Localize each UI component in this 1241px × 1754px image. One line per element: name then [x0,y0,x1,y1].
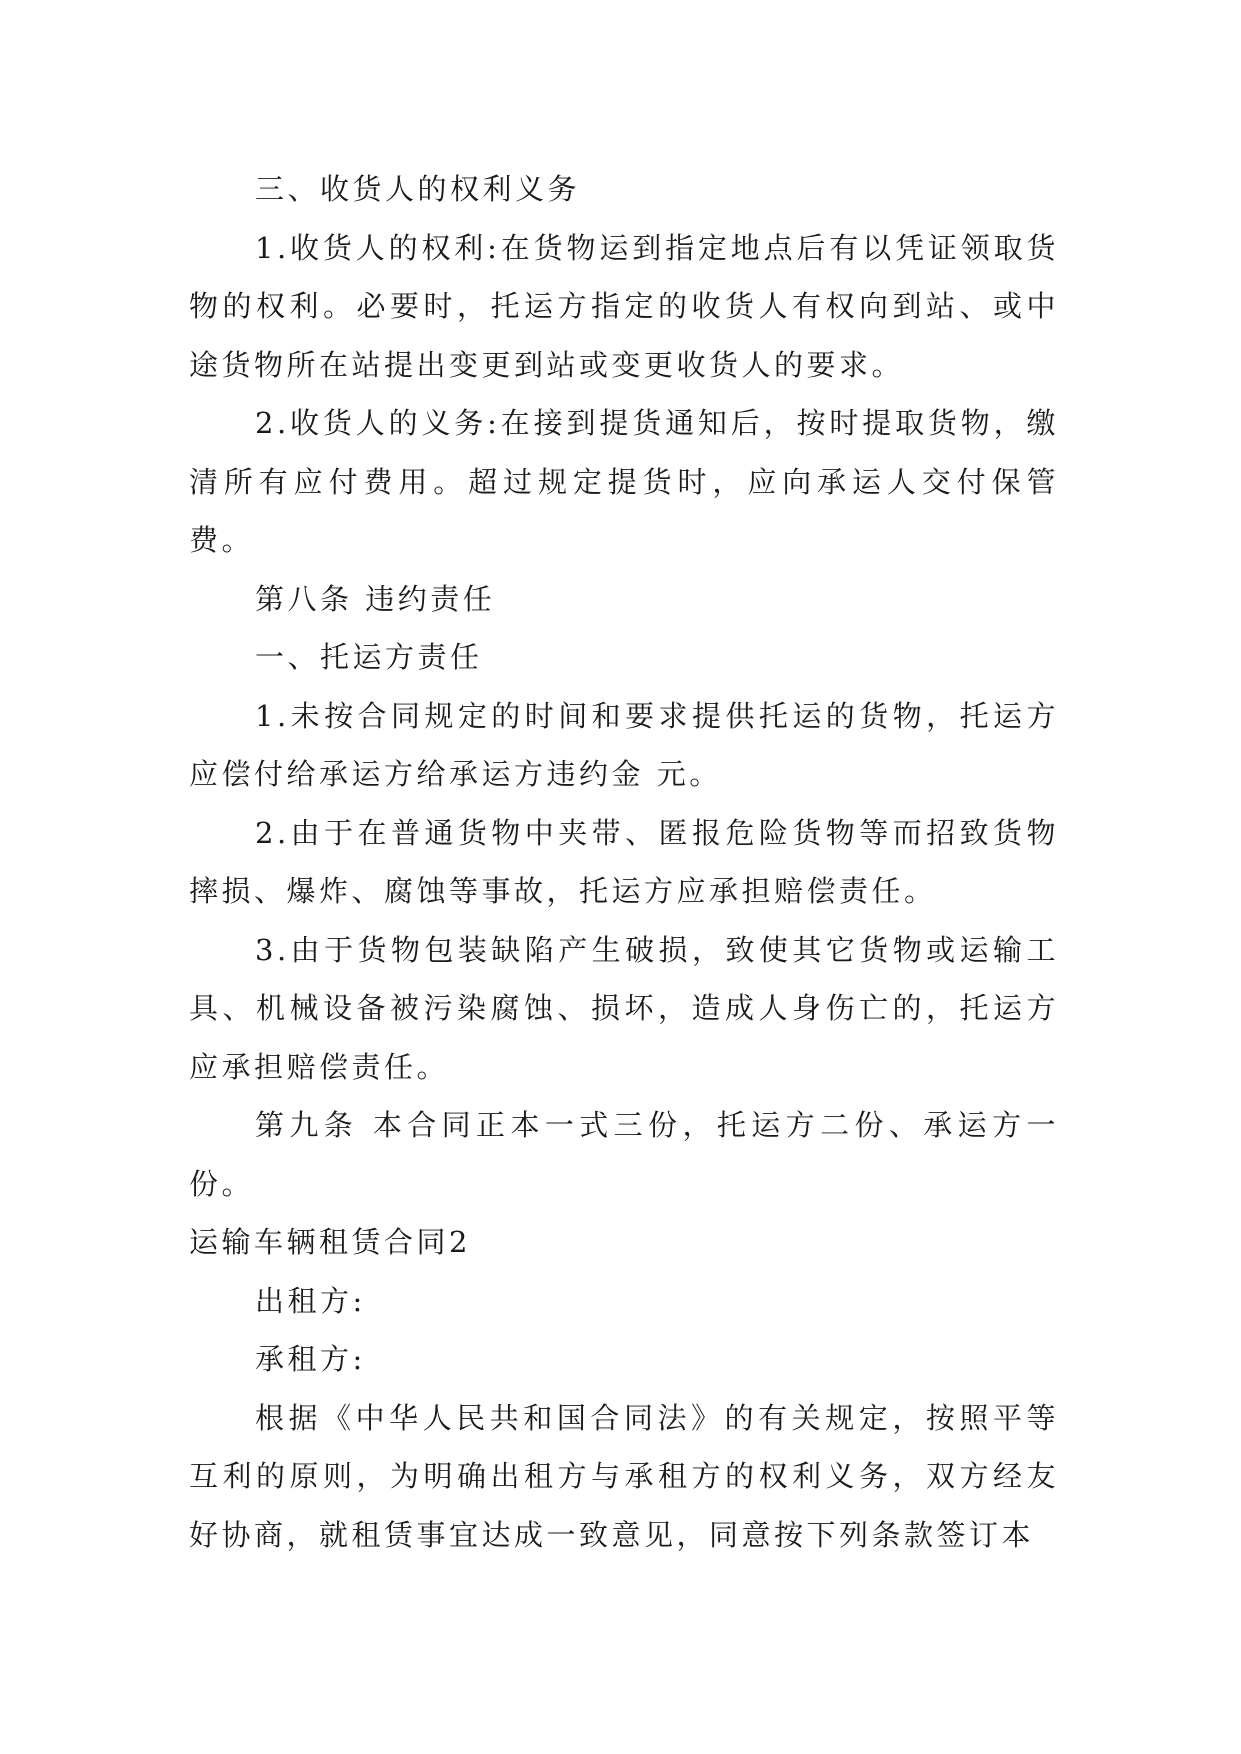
article-heading-breach-liability: 第八条 违约责任 [255,581,496,616]
document-body [189,160,1059,1564]
field-lessor: 出租方: [255,1283,366,1318]
article-nine-copies: 第九条 本合同正本一式三份，托运方二份、承运方一份。 [189,1108,1059,1201]
paragraph-shipper-liability-1: 1.未按合同规定的时间和要求提供托运的货物，托运方应偿付给承运方给承运方违约金 元。 [189,698,1059,791]
contract-title-vehicle-lease: 运输车辆租赁合同2 [189,1225,471,1259]
paragraph-consignee-rights: 1.收货人的权利:在货物运到指定地点后有以凭证领取货物的权利。必要时，托运方指定的收货人有权向到站、或中途货物所在站提出变更到站或变更收货人的要求。 [189,230,1059,382]
section-heading-consignee-rights: 三、收货人的权利义务 [255,172,581,206]
paragraph-consignee-obligations: 2.收货人的义务:在接到提货通知后，按时提取货物，缴清所有应付费用。超过规定提货时，应向承运人交付保管费。 [189,406,1059,557]
section-heading-shipper-liability: 一、托运方责任 [255,640,483,674]
paragraph-shipper-liability-2: 2.由于在普通货物中夹带、匿报危险货物等而招致货物摔损、爆炸、腐蚀等事故，托运方应承担赔偿责任。 [189,815,1059,908]
paragraph-shipper-liability-3: 3.由于货物包装缺陷产生破损，致使其它货物或运输工具、机械设备被污染腐蚀、损坏，造成人身伤亡的，托运方应承担赔偿责任。 [189,932,1059,1084]
field-lessee: 承租方: [255,1342,366,1376]
paragraph-preamble: 根据《中华人民共和国合同法》的有关规定，按照平等互利的原则，为明确出租方与承租方的权利义务，双方经友好协商，就租赁事宜达成一致意见，同意按下列条款签订本 [189,1400,1059,1552]
